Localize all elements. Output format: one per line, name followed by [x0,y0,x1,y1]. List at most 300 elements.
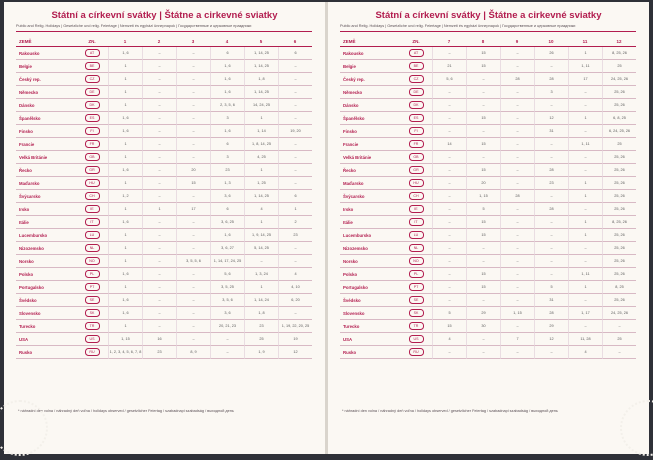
table-row [16,229,312,242]
table-row [340,242,636,255]
decorative-dotted-arc [0,400,48,456]
holiday-table [340,36,636,359]
holiday-dates-cell: 28 [534,164,568,177]
holiday-dates-cell: 16 [142,333,176,346]
holiday-dates-cell: – [500,216,534,229]
holiday-dates-cell: 17 [568,73,602,86]
holiday-dates-cell: 25, 26 [602,190,636,203]
holiday-dates-cell: 23 [142,346,176,359]
table-row [340,73,636,86]
country-name: Turecko [340,320,400,333]
country-name: Rakousko [16,47,76,60]
table-row [16,255,312,268]
table-row [340,320,636,333]
holiday-dates-cell: 1 [108,73,142,86]
holiday-dates-cell: 5 [466,203,500,216]
holiday-dates-cell: – [500,125,534,138]
country-code-badge: BE [85,62,100,70]
holiday-dates-cell: – [142,216,176,229]
country-code-cell [400,203,432,216]
column-header: 7 [432,36,466,47]
holiday-dates-cell: 31 [534,125,568,138]
country-code-cell [76,190,108,203]
country-code-cell [400,112,432,125]
left-page [4,2,325,454]
holiday-dates-cell: – [432,125,466,138]
holiday-dates-cell: – [176,190,210,203]
table-row [16,346,312,359]
holiday-dates-cell: – [278,112,312,125]
holiday-dates-cell: – [142,138,176,151]
country-code-cell [76,86,108,99]
holiday-dates-cell: – [432,255,466,268]
country-code-badge: US [409,335,424,343]
holiday-dates-cell: 1, 3 [210,177,244,190]
table-row [340,151,636,164]
country-name: Norsko [16,255,76,268]
holiday-dates-cell: – [142,86,176,99]
country-code-cell [400,242,432,255]
country-code-cell [76,242,108,255]
country-code-badge: ES [409,114,424,122]
holiday-dates-cell: 17 [176,203,210,216]
country-code-badge: NO [85,257,100,265]
country-code-cell [76,320,108,333]
table-row [340,229,636,242]
holiday-dates-cell: 8, 25, 26 [602,47,636,60]
table-row [340,60,636,73]
holiday-dates-cell: – [244,255,278,268]
holiday-dates-cell: – [432,268,466,281]
holiday-dates-cell: 28 [500,190,534,203]
country-code-cell [76,294,108,307]
country-code-badge: DE [409,88,424,96]
page-title: Státní a církevní svátky | Štátne a cirkevné sviatky [375,10,602,21]
holiday-dates-cell: – [466,294,500,307]
holiday-dates-cell: 1, 14, 25 [244,190,278,203]
holiday-dates-cell: – [176,138,210,151]
country-name: USA [16,333,76,346]
column-header: 5 [244,36,278,47]
holiday-dates-cell: 1, 15 [466,190,500,203]
table-row [16,268,312,281]
holiday-dates-cell: – [176,307,210,320]
country-code-cell [76,307,108,320]
holiday-dates-cell: – [432,151,466,164]
holiday-dates-cell: 1, 6 [108,216,142,229]
column-header: 4 [210,36,244,47]
holiday-dates-cell: 25 [244,333,278,346]
country-code-cell [400,138,432,151]
table-row [16,125,312,138]
holiday-dates-cell: 20 [466,177,500,190]
table-row [16,203,312,216]
holiday-dates-cell: 1, 11 [568,138,602,151]
holiday-dates-cell: – [568,164,602,177]
country-code-cell [76,229,108,242]
country-code-badge: SK [409,309,424,317]
country-code-cell [76,281,108,294]
table-row [16,60,312,73]
holiday-dates-cell: – [466,333,500,346]
country-name: Itálie [340,216,400,229]
country-code-cell [76,216,108,229]
holiday-dates-cell: 6 [278,190,312,203]
holiday-dates-cell: – [432,190,466,203]
country-name: Řecko [340,164,400,177]
holiday-dates-cell: 23 [244,320,278,333]
holiday-dates-cell: 6 [210,47,244,60]
country-name: Rusko [340,346,400,359]
country-code-badge: HU [85,179,100,187]
holiday-dates-cell: – [210,346,244,359]
table-row [340,268,636,281]
title-divider [16,31,312,32]
holiday-dates-cell: 23 [534,177,568,190]
table-row [16,99,312,112]
holiday-dates-cell: – [142,255,176,268]
country-name: Rakousko [340,47,400,60]
country-code-cell [400,164,432,177]
holiday-dates-cell: 3, 6 [210,190,244,203]
table-row [16,73,312,86]
holiday-dates-cell: – [142,151,176,164]
country-code-cell [400,307,432,320]
holiday-dates-cell: 1 [568,47,602,60]
page-subtitle: Public and Relig. Holidays | Gesetzliche und relig. Feiertage | Nemzeti és egyházi ünnepnapok | Государственные и церковные праздники [340,24,576,28]
holiday-dates-cell: 6 [210,203,244,216]
country-name: Rusko [16,346,76,359]
column-header: 12 [602,36,636,47]
holiday-dates-cell: – [210,333,244,346]
country-name: Francie [16,138,76,151]
country-code-badge: FI [85,127,100,135]
country-code-badge: PT [409,283,424,291]
holiday-dates-cell: 1, 8 [244,73,278,86]
holiday-dates-cell: 15 [466,281,500,294]
holiday-dates-cell: – [176,216,210,229]
country-name: Český rep. [16,73,76,86]
holiday-dates-cell: – [602,320,636,333]
country-code-badge: GR [85,166,100,174]
title-divider [340,31,636,32]
country-code-badge: SE [409,296,424,304]
holiday-dates-cell: 1, 6 [108,268,142,281]
country-code-cell [76,125,108,138]
country-name: Finsko [340,125,400,138]
column-header: 11 [568,36,602,47]
table-row [16,112,312,125]
holiday-dates-cell: 7 [500,333,534,346]
holiday-dates-cell: – [142,281,176,294]
country-name: Norsko [340,255,400,268]
holiday-dates-cell: – [278,73,312,86]
holiday-dates-cell: – [278,60,312,73]
holiday-dates-cell: 5 [432,307,466,320]
holiday-dates-cell: – [466,242,500,255]
holiday-dates-cell: – [568,203,602,216]
holiday-dates-cell: – [432,47,466,60]
holiday-dates-cell: 1, 14, 25 [244,47,278,60]
holiday-dates-cell: – [568,242,602,255]
column-header: ZN. [400,36,432,47]
holiday-dates-cell: 4, 10 [278,281,312,294]
holiday-dates-cell: – [500,164,534,177]
holiday-dates-cell: 24, 25, 26 [602,73,636,86]
holiday-dates-cell: 1 [244,281,278,294]
holiday-dates-cell: 3, 5, 25 [210,281,244,294]
holiday-dates-cell: – [432,346,466,359]
country-code-badge: IT [409,218,424,226]
holiday-dates-cell: 4 [432,333,466,346]
footnote: * náhradní den volna / náhradný deň voľna / holidays observed / gesetzlicher Feiertag / szabadnapi szabadság / выходной день [18,409,234,413]
holiday-dates-cell: – [142,125,176,138]
country-name: Portugalsko [340,281,400,294]
holiday-dates-cell: – [466,255,500,268]
table-row [340,125,636,138]
holiday-dates-cell: 1 [568,177,602,190]
holiday-dates-cell: – [142,242,176,255]
holiday-dates-cell: 6, 24, 25, 26 [602,125,636,138]
holiday-dates-cell: 15 [466,216,500,229]
holiday-dates-cell: – [466,73,500,86]
column-header: 10 [534,36,568,47]
holiday-dates-cell: 1 [142,203,176,216]
holiday-dates-cell: – [142,320,176,333]
holiday-dates-cell: 1 [568,229,602,242]
country-name: Francie [340,138,400,151]
country-name: USA [340,333,400,346]
holiday-dates-cell: – [176,320,210,333]
table-row [340,294,636,307]
holiday-dates-cell: 25 [602,60,636,73]
table-row [340,281,636,294]
country-name: Řecko [16,164,76,177]
country-code-badge: PT [85,283,100,291]
holiday-table [16,36,312,359]
holiday-dates-cell: 19 [278,333,312,346]
country-name: Polsko [340,268,400,281]
country-code-badge: US [85,335,100,343]
country-name: Polsko [16,268,76,281]
holiday-dates-cell: – [466,125,500,138]
country-code-cell [400,190,432,203]
holiday-dates-cell: – [568,255,602,268]
country-code-cell [76,164,108,177]
holiday-dates-cell: 1 [568,112,602,125]
holiday-dates-cell: 25, 26 [602,294,636,307]
holiday-dates-cell: – [500,281,534,294]
country-code-cell [76,346,108,359]
holiday-dates-cell: – [432,294,466,307]
country-code-cell [400,73,432,86]
country-code-badge: DK [409,101,424,109]
table-header-row [16,36,312,47]
holiday-dates-cell: – [568,125,602,138]
country-code-cell [400,229,432,242]
holiday-dates-cell: 3, 5, 5, 6 [176,255,210,268]
holiday-dates-cell: 5, 14, 25 [244,242,278,255]
table-row [16,307,312,320]
country-name: Slovensko [16,307,76,320]
holiday-dates-cell: – [534,242,568,255]
holiday-dates-cell: – [432,99,466,112]
holiday-dates-cell: 30 [466,320,500,333]
holiday-dates-cell: – [534,346,568,359]
country-code-badge: AT [409,49,424,57]
holiday-dates-cell: – [142,190,176,203]
holiday-dates-cell: 1, 14, 25 [244,86,278,99]
column-header: ZN. [76,36,108,47]
country-code-cell [76,138,108,151]
holiday-dates-cell: 1, 15 [108,333,142,346]
holiday-dates-cell: – [500,112,534,125]
holiday-dates-cell: – [432,164,466,177]
country-name: Nizozemsko [340,242,400,255]
holiday-dates-cell: – [500,294,534,307]
holiday-dates-cell: 2, 3, 5, 6 [210,99,244,112]
country-name: Finsko [16,125,76,138]
holiday-dates-cell: – [278,255,312,268]
holiday-dates-cell: – [142,99,176,112]
country-code-badge: DE [85,88,100,96]
country-code-cell [76,47,108,60]
holiday-dates-cell: 3, 5, 6 [210,294,244,307]
holiday-dates-cell: 21 [432,60,466,73]
holiday-dates-cell: – [534,190,568,203]
holiday-dates-cell: – [432,203,466,216]
holiday-dates-cell: 1 [108,60,142,73]
country-code-badge: NO [409,257,424,265]
holiday-dates-cell: 25, 26 [602,151,636,164]
holiday-dates-cell: 28 [534,203,568,216]
holiday-dates-cell: 1, 14, 24 [244,294,278,307]
country-code-cell [400,294,432,307]
holiday-dates-cell: 1, 8 [244,307,278,320]
country-code-cell [400,216,432,229]
country-code-badge: LU [409,231,424,239]
holiday-dates-cell: 25, 26 [602,229,636,242]
country-code-cell [400,151,432,164]
holiday-dates-cell: 26 [534,47,568,60]
holiday-dates-cell: 3, 6 [210,307,244,320]
holiday-dates-cell: 25, 26 [602,164,636,177]
country-code-badge: RU [85,348,100,356]
holiday-dates-cell: 3 [210,151,244,164]
holiday-dates-cell: – [176,60,210,73]
holiday-dates-cell: 12 [534,112,568,125]
table-row [16,138,312,151]
holiday-dates-cell: 25, 26 [602,203,636,216]
country-code-badge: LU [85,231,100,239]
table-header-row [340,36,636,47]
country-code-cell [76,177,108,190]
country-code-cell [400,99,432,112]
holiday-dates-cell: 1 [244,164,278,177]
holiday-dates-cell: – [534,99,568,112]
holiday-dates-cell: – [466,99,500,112]
holiday-dates-cell: – [176,47,210,60]
table-row [16,242,312,255]
holiday-dates-cell: 1, 19, 22, 20, 25 [278,320,312,333]
holiday-dates-cell: 8, 9 [176,346,210,359]
holiday-dates-cell: 23 [278,229,312,242]
country-code-cell [400,281,432,294]
country-code-cell [76,151,108,164]
holiday-dates-cell: 15 [466,164,500,177]
holiday-dates-cell: 12 [534,333,568,346]
country-name: Maďarsko [16,177,76,190]
table-row [16,86,312,99]
country-code-badge: CZ [85,75,100,83]
holiday-dates-cell: 11, 28 [568,333,602,346]
holiday-dates-cell: 1, 25 [244,177,278,190]
country-code-cell [76,60,108,73]
table-row [340,255,636,268]
footnote: * náhradní den volna / náhradný deň voľna / holidays observed / gesetzlicher Feiertag / szabadnapi szabadság / выходной день [342,409,558,413]
country-code-badge: NL [85,244,100,252]
holiday-dates-cell: 28 [534,73,568,86]
holiday-dates-cell: – [176,333,210,346]
country-name: Maďarsko [340,177,400,190]
country-name: Švédsko [340,294,400,307]
holiday-dates-cell: 3 [534,86,568,99]
holiday-dates-cell: – [278,307,312,320]
holiday-dates-cell: – [176,112,210,125]
country-code-badge: CZ [409,75,424,83]
holiday-dates-cell: 14 [432,138,466,151]
holiday-dates-cell: – [534,268,568,281]
holiday-dates-cell: 1 [568,281,602,294]
holiday-dates-cell: 15 [466,112,500,125]
holiday-dates-cell: – [278,86,312,99]
holiday-dates-cell: – [142,60,176,73]
country-code-cell [76,268,108,281]
country-name: Belgie [16,60,76,73]
holiday-dates-cell: – [500,203,534,216]
country-code-cell [76,203,108,216]
country-code-badge: RU [409,348,424,356]
holiday-dates-cell: 6 [210,138,244,151]
holiday-dates-cell: 1, 6 [108,125,142,138]
holiday-dates-cell: 15 [466,229,500,242]
holiday-dates-cell: 1, 2, 3, 4, 5, 6, 7, 8 [108,346,142,359]
country-code-cell [76,255,108,268]
holiday-dates-cell: 15 [176,177,210,190]
holiday-dates-cell: – [500,151,534,164]
holiday-dates-cell: – [568,86,602,99]
holiday-dates-cell: 5, 6 [210,268,244,281]
holiday-dates-cell: 1 [568,216,602,229]
holiday-dates-cell: 1, 14 [244,125,278,138]
country-name: Irsko [16,203,76,216]
holiday-dates-cell: 1 [108,177,142,190]
holiday-dates-cell: – [568,294,602,307]
holiday-dates-cell: 28 [534,307,568,320]
holiday-dates-cell: 1 [108,229,142,242]
holiday-dates-cell: – [142,177,176,190]
country-code-badge: TR [85,322,100,330]
country-name: Německo [340,86,400,99]
page-subtitle: Public and Relig. Holidays | Gesetzliche und relig. Feiertage | Nemzeti és egyházi ünnepnapok | Государственные и церковные праздники [16,24,252,28]
holiday-dates-cell: – [500,242,534,255]
column-header: 9 [500,36,534,47]
holiday-dates-cell: 1, 6 [210,73,244,86]
holiday-dates-cell: 6 [278,47,312,60]
holiday-dates-cell: 1, 8, 14, 25 [244,138,278,151]
table-row [340,346,636,359]
table-row [16,151,312,164]
